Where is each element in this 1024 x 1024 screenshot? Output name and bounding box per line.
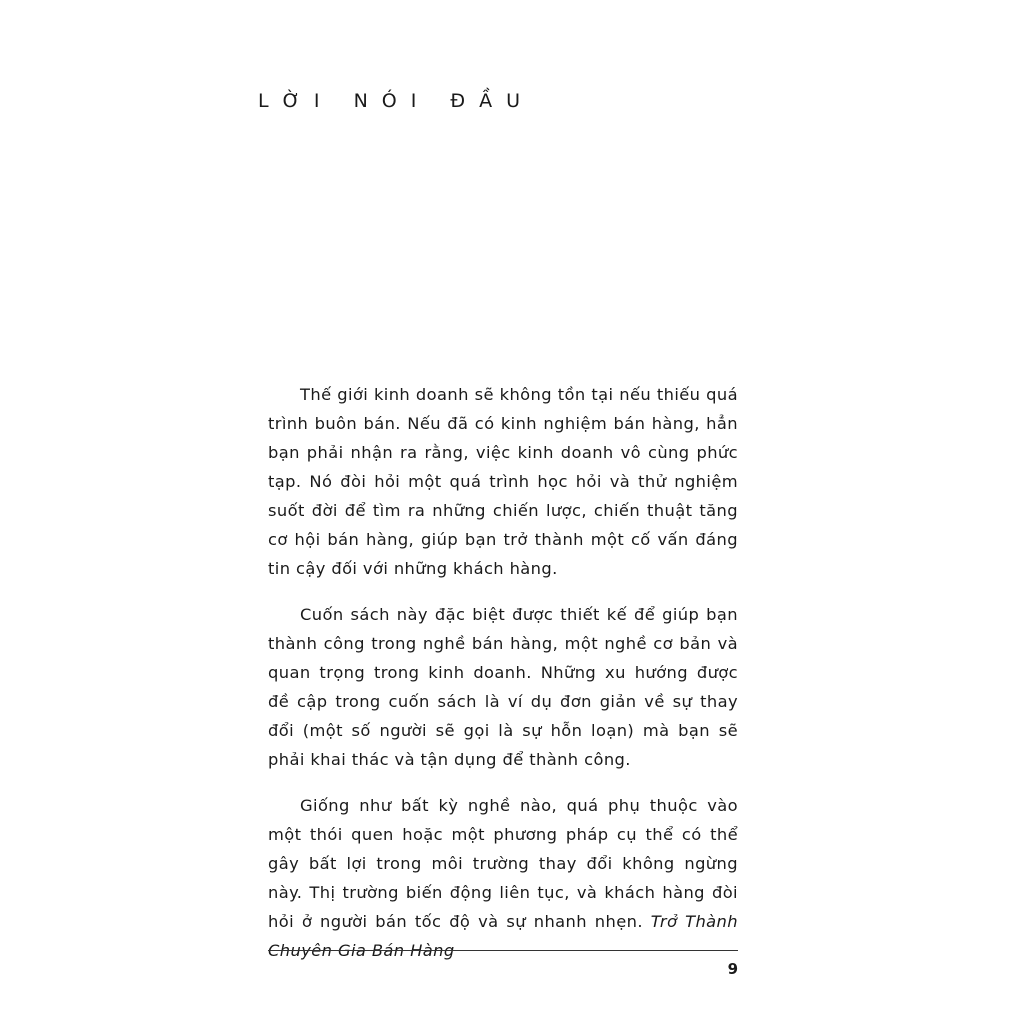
paragraph-1-text: Thế giới kinh doanh sẽ không tồn tại nếu thiếu quá trình buôn bán. Nếu đã có kinh nghiệm bán hàng, hẳn bạn phải nhận ra rằng, việc kinh doanh vô cùng phức tạp. Nó đòi hỏi một quá trình học hỏi và thử nghiệm suốt đời để tìm ra những chiến lược, chiến thuật tăng cơ hội bán hàng, giúp bạn trở thành một cố vấn đáng tin cậy đối với những khách hàng. [268, 385, 738, 578]
page-number: 9 [727, 960, 738, 978]
book-title-italic: Trở Thành Chuyên Gia Bán Hàng [268, 912, 738, 960]
footer-rule [268, 950, 738, 951]
paragraph-2-text: Cuốn sách này đặc biệt được thiết kế để giúp bạn thành công trong nghề bán hàng, một nghề cơ bản và quan trọng trong kinh doanh. Những xu hướng được đề cập trong cuốn sách là ví dụ đơn giản về sự thay đổi (một số người sẽ gọi là sự hỗn loạn) mà bạn sẽ phải khai thác và tận dụng để thành công. [268, 605, 738, 769]
paragraph-3 [268, 791, 738, 965]
chapter-title: LỜI NÓI ĐẦU [258, 90, 535, 112]
paragraph-2 [268, 600, 738, 774]
paragraph-3-text: Giống như bất kỳ nghề nào, quá phụ thuộc vào một thói quen hoặc một phương pháp cụ thể có thể gây bất lợi trong môi trường thay đổi không ngừng này. Thị trường biến động liên tục, và khách hàng đòi hỏi ở người bán tốc độ và sự nhanh nhẹn. [268, 796, 738, 931]
paragraph-1 [268, 380, 738, 583]
body-text [268, 380, 738, 982]
